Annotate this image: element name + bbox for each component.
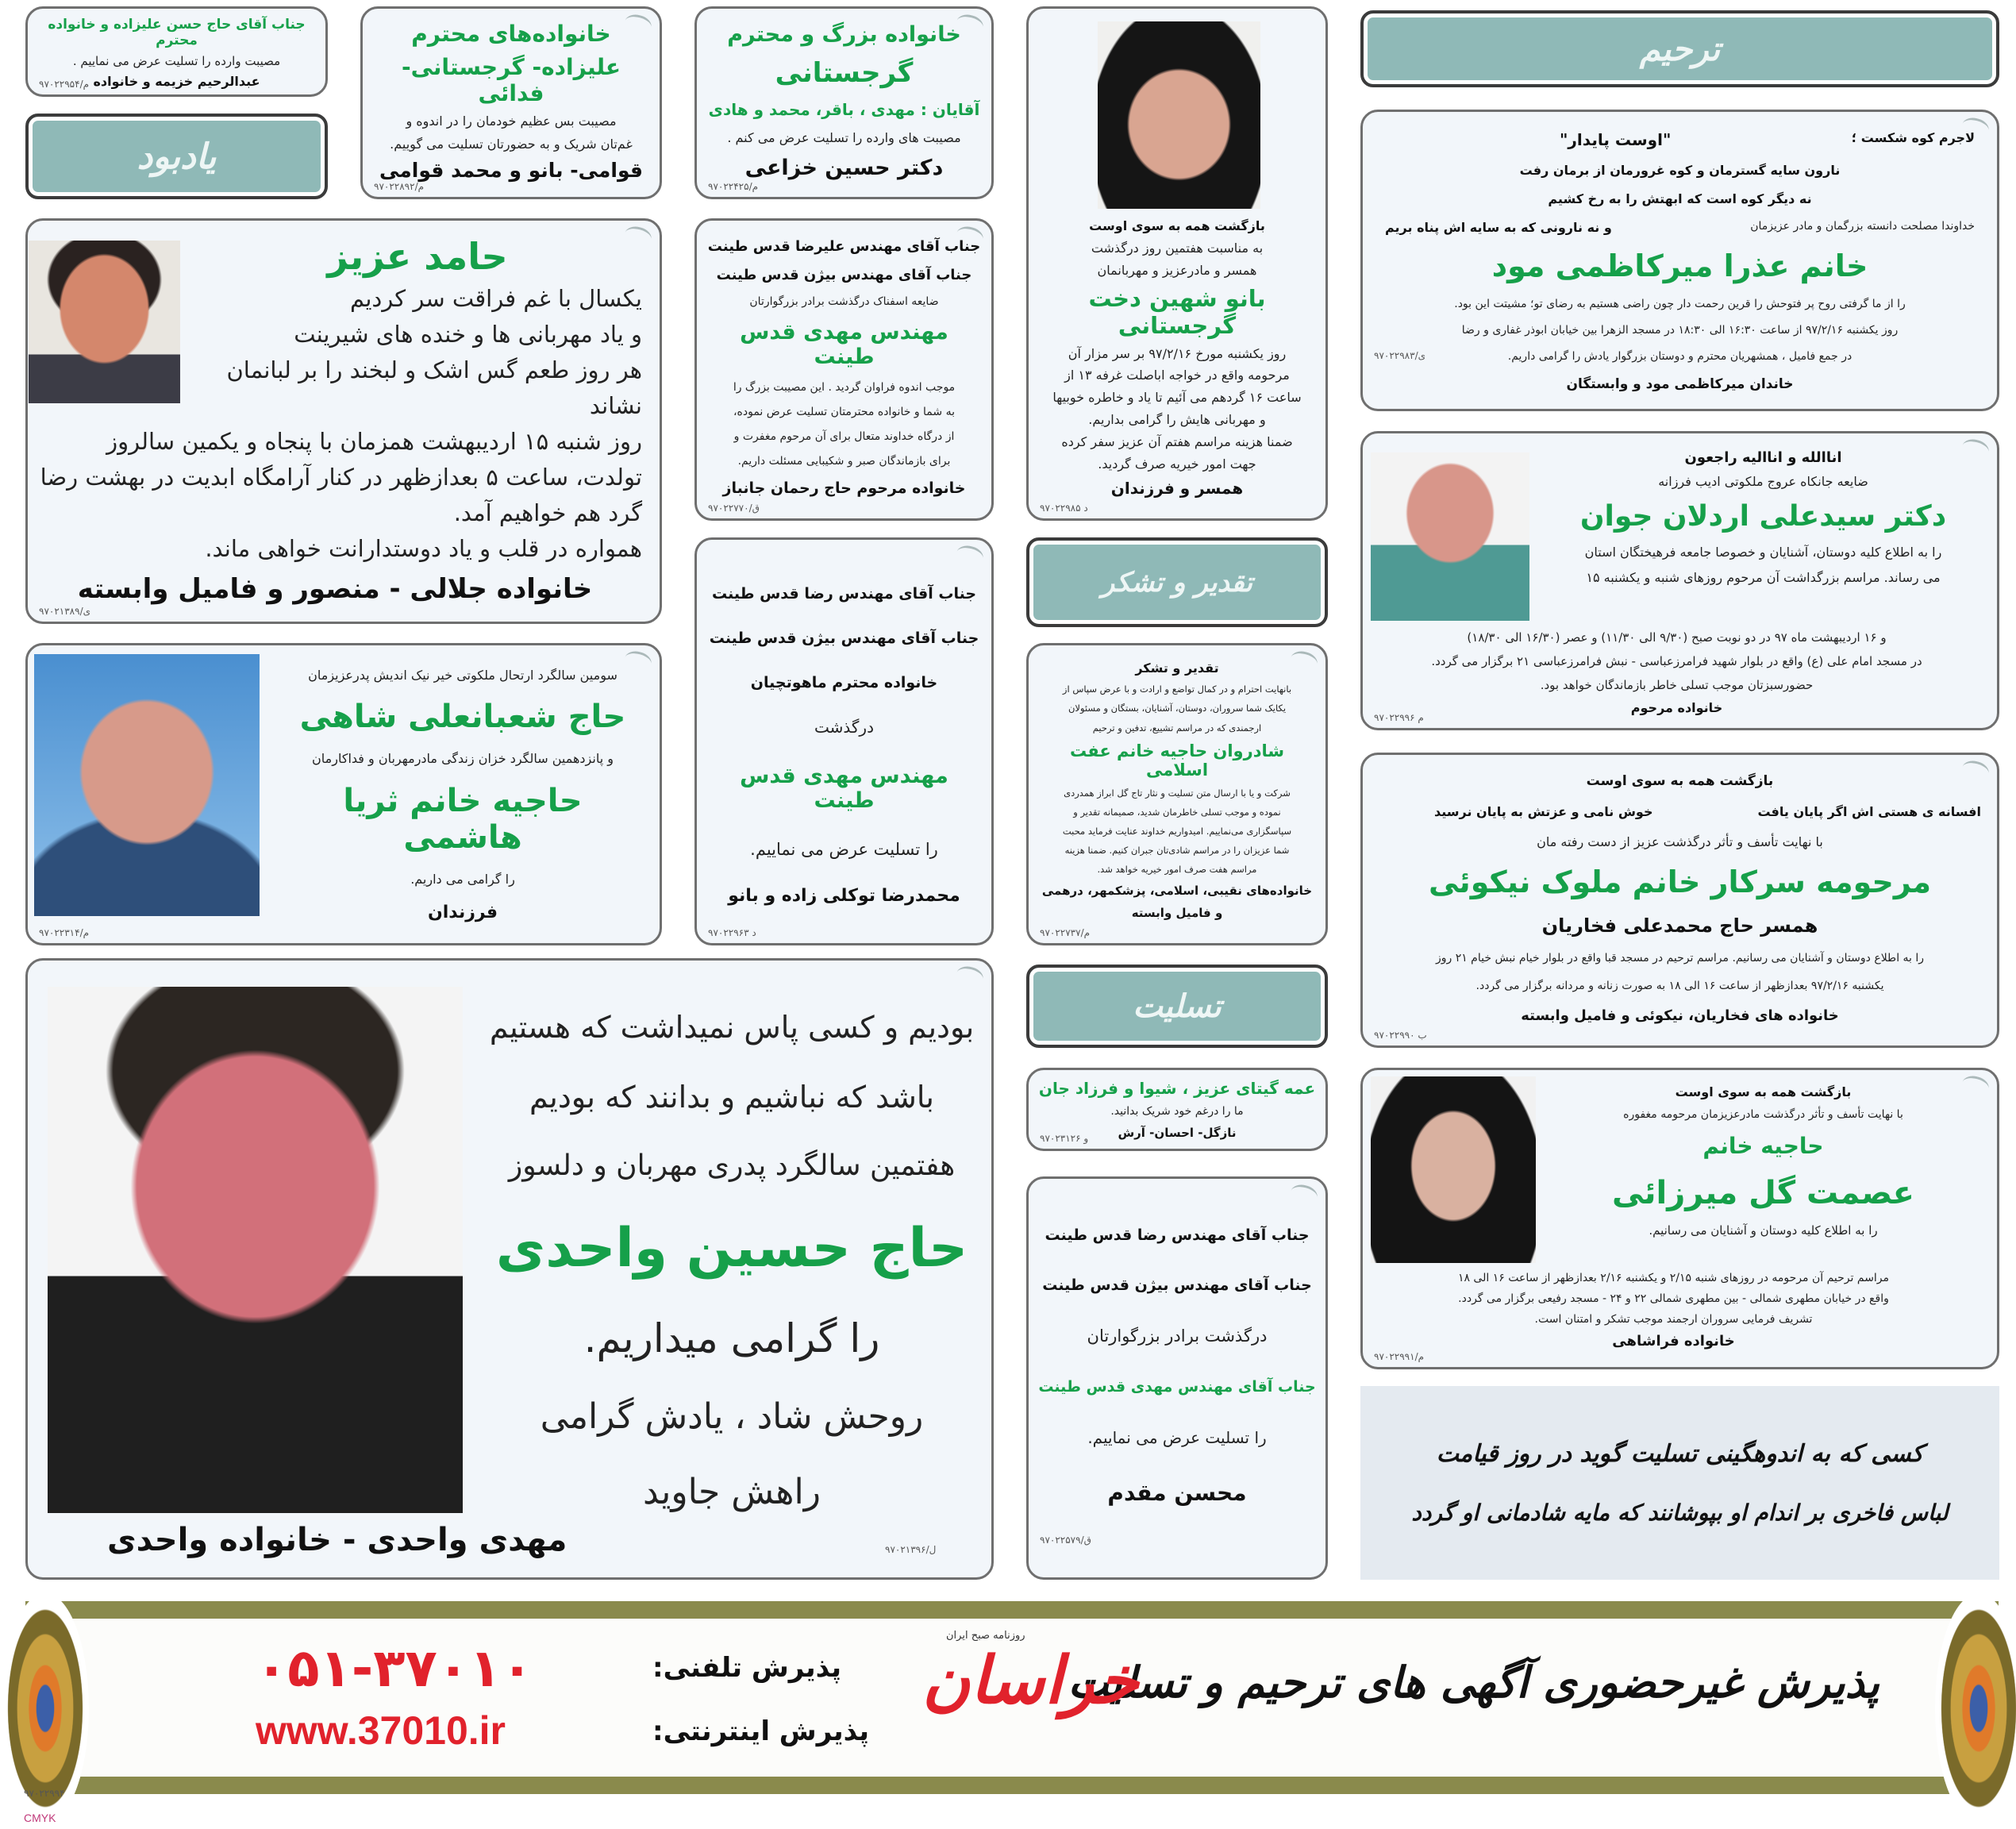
text-line: ارجمندی که در مراسم تشییع، تدفین و ترحیم [1092, 722, 1262, 734]
section-title: یادبود [137, 136, 217, 177]
verse-line: باشد که نباشیم و بدانند که بودیم [529, 1080, 934, 1115]
deceased-name: دکتر سیدعلی اردلان جوان [1579, 500, 1947, 533]
deceased-name: عصمت گل میرزائی [1612, 1175, 1914, 1211]
message-line-1: مصیبت بس عظیم خودمان را در اندوه و [406, 114, 617, 129]
text-line: ضمنا هزینه مراسم هفتم آن عزیز سفر کرده [1061, 433, 1293, 449]
text-line: هفتمین سالگرد پدری مهربان و دلسوز [508, 1149, 956, 1183]
addressee-names: آقایان : مهدی ، باقر، محمد و هادی [708, 99, 980, 119]
verse-line: نه دیگر کوه است که ابهتش را به رخ کشیم [1548, 191, 1812, 207]
text-line: و مهربانی هایش را گرامی بداریم. [1088, 412, 1266, 428]
text-line: روز یکشنبه مورخ ۹۷/۲/۱۶ بر سر مزار آن [1068, 345, 1287, 361]
message: ما را درغم خود شریک بدانید. [1110, 1105, 1244, 1119]
deceased-name: مهندس مهدی قدس طینت [740, 319, 948, 369]
ad-reference-number: ۹۷۰۲۲۹۶۳ د [708, 927, 756, 938]
text-line: همواره در قلب و یاد دوستدارانت خواهی ماند. [205, 535, 642, 562]
text-line: تولدت، ساعت ۵ بعدازظهر در کنار آرامگاه ابدیت در بهشت رضا [40, 464, 642, 491]
text-line: شما عزیزان را در مراسم شادی‌تان جبران کنیم. ضمنا هزینه [1064, 845, 1290, 857]
ad-reference-number: ۹۷۰۲۲۸۹۲/م [374, 181, 425, 192]
ad-reference-number: ۹۷۰۲۲۳۱۴/م [39, 927, 90, 938]
text-line: به شما و خانواده محترمتان تسلیت عرض نموده، [733, 405, 955, 418]
signature: مهدی واحدی - خانواده واحدی [107, 1522, 567, 1558]
text-line: ضایعه جانکاه عروج ملکوتی ادیب فرزانه [1658, 474, 1868, 489]
ad-reference-number: ۹۷۰۲۲۷۷۰/ق [708, 502, 760, 514]
signature: خاندان میرکاظمی مود و وابستگان [1566, 376, 1794, 393]
text-line: و ۱۶ اردیبهشت ماه ۹۷ در دو نوبت صبح (۹/۳۰ الی ۱۱/۳۰) و عصر (۱۶/۳۰ الی ۱۸/۳۰) [1467, 630, 1887, 645]
text-line: سومین سالگرد ارتحال ملکوتی خیر نیک اندیش پدرعزیزمان [308, 668, 617, 683]
opening-verse: بازگشت همه به سوی اوست [1675, 1084, 1852, 1099]
ad-reference-number: ۹۷۰۲۲۹۹۴ [24, 1788, 65, 1799]
verse-line: و نه نارونی که به سایه اش پناه بریم [1385, 220, 1612, 236]
verse-line: نارون سایه گسترمان و کوه غرورمان از برمان رفت [1519, 162, 1841, 178]
ad-reference-number: ۹۷۰۲۲۵۷۹/ق [1040, 1534, 1091, 1546]
ad-reference-number: ۹۷۰۲۲۹۵۴/م [39, 79, 90, 90]
addressee-line-1: جناب آقای مهندس علیرضا قدس طینت [707, 237, 981, 255]
deceased-name: حاج حسین واحدی [495, 1217, 968, 1280]
deceased-name: مرحومه سرکار خانم ملوک نیکوئی [1428, 864, 1932, 900]
ad-mirzaei-obituary [1360, 1068, 1999, 1369]
signature: نازگل- احسان- آرش [1118, 1126, 1237, 1141]
ad-janbaz-condolence [694, 218, 994, 521]
text-line: مرحومه واقع در خواجه اباصلت غرفه ۱۳ از [1064, 368, 1290, 383]
ad-khozaei-condolence [694, 6, 994, 199]
phone-label: پذیرش تلفنی: [652, 1652, 842, 1684]
text-line: به مناسبت هفتمین روز درگذشت [1091, 241, 1264, 256]
signature: همسر و فرزندان [1110, 478, 1244, 498]
text-line: نموده و موجب تسلی خاطرمان شدید، صمیمانه تقدیر و [1073, 807, 1281, 818]
addressee: جناب آقای حاج حسن علیزاده و خانواده محترم [48, 16, 306, 48]
ad-title: تقدیر و تشکر [1135, 660, 1219, 676]
signature: خانواده جلالی - منصور و فامیل وابسته [77, 573, 593, 605]
deceased-name: حامد عزیز [327, 235, 508, 278]
section-header-taghdir [1026, 537, 1328, 627]
deceased-name: خانم عذرا میرکاظمی مود [1491, 248, 1868, 284]
text-line: را به اطلاع دوستان و آشنایان می رسانیم. مراسم ترحیم در مسجد قبا واقع در بلوار خیام نبش خیام ۲۱ روز [1435, 951, 1925, 965]
ad-reference-number: ۹۷۰۲۲۹۹۱/م [1374, 1351, 1425, 1362]
text-line: یکسال با غم فراقت سر کردیم [350, 285, 642, 312]
ad-reference-number: ۹۷۰۲۲۷۳۷/م [1040, 927, 1091, 938]
text-line: شرکت و یا با ارسال متن تسلیت و نثار تاج گل ابراز همدردی [1064, 787, 1291, 799]
ad-vahedi-anniversary [25, 958, 994, 1580]
text-line: موجب اندوه فراوان گردید . این مصیبت بزرگ را [733, 380, 956, 394]
text-line: و یاد مهربانی ها و خنده های شیرینت [294, 321, 642, 348]
text-line: یکشنبه ۹۷/۲/۱۶ بعدازظهر از ساعت ۱۶ الی ۱۸ به صورت زنانه و مردانه برگزار می گردد. [1475, 979, 1884, 992]
text-line: را تسلیت عرض می نماییم. [750, 840, 938, 860]
text-line: برای بازماندگان صبر و شکیبایی مسئلت داریم. [737, 454, 951, 468]
text-line: را گرامی می داریم. [410, 871, 515, 887]
text-line: ضایعه اسفناک درگذشت برادر بزرگوارتان [749, 295, 939, 308]
ad-ghavami-condolence [360, 6, 662, 199]
ornament-icon [1935, 1593, 2016, 1823]
signature: عبدالرحیم خزیمه و خانواده [93, 73, 260, 89]
section-header-yadbood [25, 114, 328, 199]
ad-reference-number: ۹۷۰۲۲۴۲۵/م [708, 181, 759, 192]
verse-title: "اوست پایدار" [1560, 129, 1672, 149]
signature: دکتر حسین خزاعی [744, 156, 944, 181]
deceased-title: حاجیه خانم [1702, 1133, 1824, 1159]
quote-line: لباس فاخری بر اندام او بپوشانند که مایه شادمانی او گردد [1411, 1500, 1949, 1526]
text-line: بانهایت احترام و در کمال تواضع و ارادت و با عرض سپاس از [1062, 683, 1292, 695]
text-line: را از ما گرفتی روح پر فتوحش را قرین رحمت دار چون راضی هستیم به رضای تو؛ مشیتت این بود. [1454, 297, 1906, 310]
opening-verse: بازگشت همه به سوی اوست [1089, 218, 1265, 234]
text-line: مراسم هفت صرف امور خیریه خواهد شد. [1097, 864, 1257, 876]
print-color-mark: CMYK [24, 1812, 56, 1824]
signature: خانواده های فخاریان، نیکوئی و فامیل وابسته [1521, 1007, 1839, 1024]
portrait-photo [29, 241, 180, 403]
addressee-line-1: خانواده بزرگ و محترم [727, 21, 961, 47]
deceased-name: مهندس مهدی قدس طینت [740, 764, 948, 814]
text-line: در مسجد امام علی (ع) واقع در بلوار شهید فرامرزعباسی - نبش فرامرزعباسی ۲۱ برگزار می گردد. [1431, 654, 1922, 668]
text-line: روز یکشنبه ۹۷/۲/۱۶ از ساعت ۱۶:۳۰ الی ۱۸:۳۰ در مسجد الزهرا بین خیابان ابوذر غفاری و رضا [1461, 323, 1899, 337]
quote-line: کسی که به اندوهگینی تسلیت گوید در روز قیامت [1436, 1440, 1924, 1468]
text-line: با نهایت تأسف و تأثر درگذشت مادرعزیزمان مرحومه مغفوره [1623, 1108, 1903, 1121]
addressee-family: گرجستانی [775, 57, 914, 90]
signature: محسن مقدم [1107, 1479, 1247, 1506]
text-line: همسر و مادرعزیز و مهربانمان [1097, 263, 1257, 279]
ad-nikooei-obituary [1360, 753, 1999, 1048]
text-line: واقع در خیابان مطهری شمالی - بین مطهری شمالی ۲۲ و ۲۴ - مسجد رفیعی برگزار می گردد. [1458, 1292, 1889, 1305]
verse-line: بودیم و کسی پاس نمیداشت که هستیم [489, 1010, 975, 1045]
message: مصیبت وارده را تسلیت عرض می نماییم . [72, 53, 281, 68]
banner-headline: پذیرش غیرحضوری آگهی های ترحیم و تسلیت [1068, 1657, 1879, 1708]
addressee-line-2: جناب آقای مهندس بیژن قدس طینت [1042, 1276, 1312, 1295]
text-line: درگذشت برادر بزرگوارتان [1087, 1327, 1268, 1346]
signature: خانواده مرحوم [1630, 700, 1723, 715]
ad-shahi-anniversary [25, 643, 662, 945]
addressee: عمه گیتای عزیز ، شیوا و فرزاد جان [1038, 1078, 1316, 1098]
addressee-line-1: جناب آقای مهندس رضا قدس طینت [711, 584, 977, 603]
addressee-line-3: خانواده محترم ماهوتچیان [750, 673, 938, 691]
text-line: تشریف فرمایی سروران ارجمند موجب تشکر و امتنان است. [1534, 1313, 1813, 1326]
ad-reference-number: ۹۷۰۲۱۳۸۹/ی [39, 606, 91, 617]
signature: خانواده مرحوم حاج رحمان جانباز [722, 479, 966, 497]
text-line: یکایک شما سروران، دوستان، آشنایان، بستگان و مسئولان [1068, 703, 1287, 714]
addressee-line-2: علیزاده- گرجستانی- فدائی [401, 54, 621, 107]
ad-reference-number: ۹۷۰۲۲۹۸۵ د [1040, 502, 1088, 514]
signature: فرزندان [427, 902, 498, 922]
ad-alizadeh-condolence [25, 6, 328, 97]
ad-ardalan-obituary [1360, 431, 1999, 730]
text-line: راهش جاوید [643, 1471, 821, 1512]
text-line: جهت امور خیریه صرف گردید. [1098, 456, 1256, 472]
hadith-quote-box [1360, 1386, 1999, 1580]
text-line: روز شنبه ۱۵ اردیبهشت همزمان با پنجاه و یکمین سالروز [106, 428, 642, 455]
section-header-tarhim [1360, 10, 1999, 87]
ad-reference-number: ۹۷۰۲۲۹۸۳/ی [1374, 350, 1426, 361]
ad-hamed-anniversary [25, 218, 662, 624]
ad-reference-number: ۹۷۰۲۲۹۹۶ م [1374, 712, 1424, 723]
text-line: با نهایت تأسف و تأثر درگذشت عزیز از دست رفته مان [1537, 834, 1823, 850]
deceased-name: بانو شهین دخت گرجستانی [1088, 284, 1266, 339]
opening-verse: بازگشت همه به سوی اوست [1586, 773, 1774, 790]
text-line: از درگاه خداوند متعال برای آن مرحوم مغفرت و [733, 429, 955, 443]
ad-mirkazemi-obituary [1360, 110, 1999, 411]
text-line: حضورسبزتان موجب تسلی خاطر بازماندگان خواهد بود. [1540, 678, 1814, 692]
phone-number[interactable]: ۰۵۱-۳۷۰۱۰ [256, 1638, 533, 1699]
portrait-photo [1098, 21, 1260, 209]
signature: محمدرضا توکلی زاده و بانو [728, 885, 960, 906]
portrait-photo [48, 987, 463, 1513]
khorasan-logo-subtitle: روزنامه صبح ایران [946, 1630, 1025, 1642]
ad-tavakoli-condolence [694, 537, 994, 945]
text-line: را به اطلاع کلیه دوستان، آشنایان و خصوصا جامعه فرهیختگان استان [1584, 545, 1942, 560]
addressee-line-1: خانواده‌های محترم [411, 20, 611, 47]
verse-line: خوش نامی و عزتش به پایان نرسید [1434, 804, 1653, 820]
text-line: مراسم ترحیم آن مرحومه در روزهای شنبه ۲/۱۵ و یکشنبه ۲/۱۶ بعدازظهر از ساعت ۱۶ الی ۱۸ [1457, 1272, 1890, 1284]
section-header-tasliyat [1026, 965, 1328, 1048]
message-line-2: غم‌تان شریک و به حضورتان تسلیت می گوییم. [390, 136, 633, 152]
website-link[interactable]: www.37010.ir [256, 1708, 506, 1753]
spouse-line: همسر حاج محمدعلی فخاریان [1541, 914, 1818, 937]
signature: خانواده فراشاهی [1612, 1333, 1735, 1350]
text-line: را به اطلاع کلیه دوستان و آشنایان می رسانیم. [1649, 1223, 1878, 1238]
addressee-line-2: جناب آقای مهندس بیژن قدس طینت [709, 629, 979, 647]
text-line: را تسلیت عرض می نماییم. [1087, 1427, 1267, 1447]
ad-eslami-thanks [1026, 643, 1328, 945]
section-title: ترحیم [1639, 29, 1721, 68]
text-line: می رساند. مراسم بزرگداشت آن مرحوم روزهای شنبه و یکشنبه ۱۵ [1586, 570, 1941, 585]
text-line: روحش شاد ، یادش گرامی [540, 1396, 924, 1437]
addressee-line-2: جناب آقای مهندس بیژن قدس طینت [716, 266, 972, 283]
deceased-name: جناب آقای مهندس مهدی قدس طینت [1038, 1377, 1316, 1396]
text-line: گرد هم خواهیم آمد. [453, 499, 642, 526]
ad-gorjestani-memorial [1026, 6, 1328, 521]
text-line: و پانزدهمین سالگرد خزان زندگی مادرمهربان و فداکارمان [312, 751, 614, 767]
text-line: سپاسگزاری می‌نماییم. امیدواریم خداوند عنایت فرماید محبت [1062, 826, 1292, 837]
text-line: هر روز طعم گس اشک و لبخند را بر لبانمان نشاند [226, 356, 642, 419]
ad-reference-number: ۹۷۰۲۳۱۲۶ و [1040, 1133, 1089, 1144]
deceased-name-1: حاج شعبانعلی شاهی [299, 699, 626, 736]
opening-verse: اناالله و اناالیه راجعون [1684, 449, 1842, 466]
verse-line: افسانه ی هستی اش اگر پایان یافت [1757, 804, 1981, 820]
text-line: خداوندا مصلحت دانسته بزرگمان و مادر عزیزمان [1750, 220, 1975, 233]
section-title: تقدیر و تشکر [1101, 566, 1253, 599]
deceased-name: شادروان حاجیه خانم عفت اسلامی [1069, 741, 1285, 780]
ad-moghadam-condolence [1026, 1176, 1328, 1580]
ad-geeti-condolence [1026, 1068, 1328, 1151]
khorasan-ad-banner [25, 1601, 1999, 1794]
verse-line: لاجرم کوه شکست ؛ [1851, 129, 1975, 145]
text-line: ساعت ۱۶ گردهم می آئیم تا یاد و خاطره خوبیها [1052, 390, 1302, 406]
ad-reference-number: ۹۷۰۲۱۳۹۶/ل [885, 1544, 937, 1555]
text-line: را گرامی میداریم. [583, 1315, 880, 1361]
signature-line-2: و فامیل وابسته [1131, 905, 1223, 920]
portrait-photo [1371, 1076, 1536, 1263]
signature: قوامی- بانو و محمد قوامی [379, 159, 644, 183]
khorasan-logo: خراسان [922, 1642, 1139, 1719]
text-line: درگذشت [814, 718, 874, 737]
portrait-photo [34, 654, 260, 916]
addressee-line-1: جناب آقای مهندس رضا قدس طینت [1045, 1226, 1310, 1245]
portrait-photo [1371, 452, 1529, 621]
deceased-name-2: حاجیه خانم ثریا هاشمی [343, 782, 583, 856]
ad-reference-number: ۹۷۰۲۲۹۹۰ ب [1374, 1030, 1427, 1041]
web-label: پذیرش اینترنتی: [652, 1715, 870, 1747]
section-title: تسلیت [1133, 988, 1222, 1025]
signature-line-1: خانواده‌های نقیبی، اسلامی، پزشکمهر، درهمی [1041, 883, 1313, 898]
text-line: در جمع فامیل ، همشهریان محترم و دوستان بزرگوار یادش را گرامی داریم. [1507, 350, 1852, 364]
message: مصیبت های وارده را تسلیت عرض می کنم . [727, 129, 961, 145]
